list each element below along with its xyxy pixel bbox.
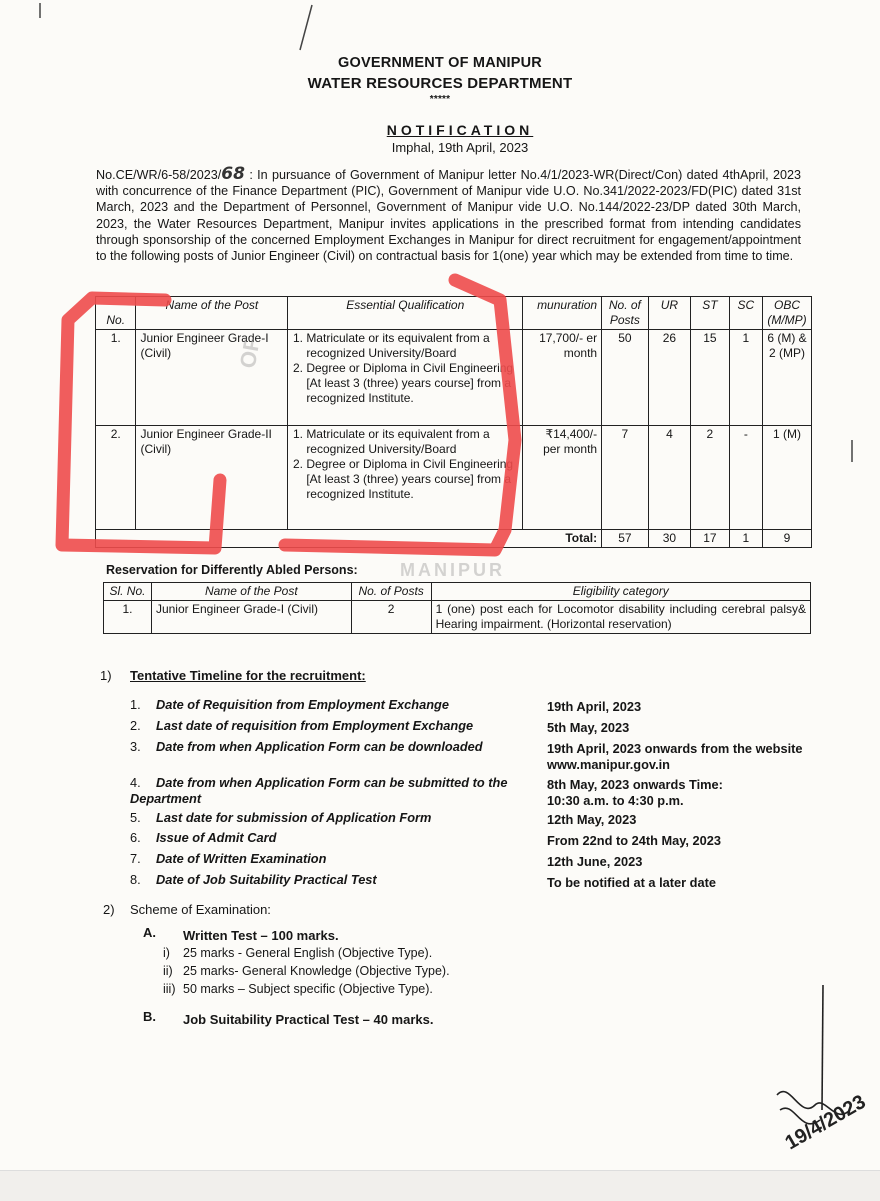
reservation-table <box>103 582 811 634</box>
total-st: 17 <box>691 530 729 548</box>
table-row <box>96 426 812 530</box>
row-ur: 26 <box>648 330 691 426</box>
scheme-a-item: iii) 50 marks – Subject specific (Objective Type). <box>163 982 433 996</box>
reservation-title: Reservation for Differently Abled Persons: <box>106 563 358 577</box>
timeline-value: To be notified at a later date <box>547 875 716 890</box>
qualification-1: 1. Matriculate or its equivalent from a recognized University/Board <box>306 427 518 457</box>
total-sc: 1 <box>729 530 762 548</box>
qualification-2: 2. Degree or Diploma in Civil Engineering [At least 3 (three) years course] from a recognized Institute. <box>306 361 518 406</box>
row-sc: 1 <box>729 330 762 426</box>
res-col-sl: Sl. No. <box>104 583 152 601</box>
timeline-item: 4. Date from when Application Form can be submitted to the Department <box>130 775 508 806</box>
timeline-item: 8. Date of Job Suitability Practical Test <box>130 872 377 887</box>
res-col-posts: No. of Posts <box>351 583 431 601</box>
timeline-value: 19th April, 2023 onwards from the website www.manipur.gov.in <box>547 741 803 772</box>
total-posts: 57 <box>602 530 649 548</box>
res-col-eligibility: Eligibility category <box>431 583 810 601</box>
timeline-value: From 22nd to 24th May, 2023 <box>547 833 721 848</box>
timeline-item: 5. Last date for submission of Application Form <box>130 810 432 825</box>
posts-table <box>95 296 812 548</box>
timeline-item: 2. Last date of requisition from Employment Exchange <box>130 718 474 733</box>
col-remuneration: munuration <box>523 297 602 330</box>
intro-text: : In pursuance of Government of Manipur letter No.4/1/2023-WR(Direct/Con) dated 4thApril, 2023 with concurrence of the Finance Department (PIC), Government of Manipur vide U.O. No.341/2022-2023/FD(PIC) dated 31st March, 2023 and the Department of Personnel, Government of Manipur vide U.O. No.144/2022-23/DP dated 30th March, 2023, the Water Resources Department, Manipur invites applications in the prescribed format from intending candidates through sponsorship of the concerned Employment Exchanges in Manipur for direct recruitment for engagement/appointment to the following posts of Junior Engineer (Civil) on contractual basis for 1(one) year which may be extended from time to time. <box>96 168 801 264</box>
intro-paragraph <box>96 166 801 264</box>
res-col-post: Name of the Post <box>151 583 351 601</box>
res-sl: 1. <box>104 601 152 634</box>
row-posts: 7 <box>602 426 649 530</box>
scheme-b-title: Job Suitability Practical Test – 40 marks. <box>183 1012 434 1027</box>
res-post: Junior Engineer Grade-I (Civil) <box>151 601 351 634</box>
col-obc: OBC (M/MP) <box>763 297 812 330</box>
heading-stars: ***** <box>429 94 451 105</box>
row-obc: 1 (M) <box>763 426 812 530</box>
reference-number: No.CE/WR/6-58/2023/ <box>96 168 222 182</box>
row-posts: 50 <box>602 330 649 426</box>
row-qualification <box>288 330 523 426</box>
total-ur: 30 <box>648 530 691 548</box>
col-no: No. <box>96 297 136 330</box>
table-row <box>104 601 811 634</box>
scheme-title: Scheme of Examination: <box>130 902 271 917</box>
timeline-value: 19th April, 2023 <box>547 699 642 714</box>
total-row <box>96 530 812 548</box>
faint-stamp: MANIPUR <box>400 560 505 580</box>
timeline-value: 5th May, 2023 <box>547 720 630 735</box>
total-obc: 9 <box>763 530 812 548</box>
res-eligibility: 1 (one) post each for Locomotor disability including cerebral palsy& Hearing impairment. (Horizontal reservation) <box>431 601 810 634</box>
col-no-of-posts: No. of Posts <box>602 297 649 330</box>
res-posts: 2 <box>351 601 431 634</box>
department-heading: WATER RESOURCES DEPARTMENT <box>307 75 573 92</box>
row-obc: 6 (M) & 2 (MP) <box>763 330 812 426</box>
timeline-item: 6. Issue of Admit Card <box>130 830 277 845</box>
reservation-header <box>104 583 811 601</box>
notification-title: NOTIFICATION <box>386 122 534 138</box>
scheme-a-title: Written Test – 100 marks. <box>183 928 339 943</box>
scheme-number: 2) <box>103 902 115 917</box>
page-bottom-strip <box>0 1170 880 1201</box>
timeline-item: 3. Date from when Application Form can be downloaded <box>130 739 483 754</box>
row-no: 2. <box>96 426 136 530</box>
row-sc: - <box>729 426 762 530</box>
row-qualification <box>288 426 523 530</box>
col-qualification: Essential Qualification <box>288 297 523 330</box>
qualification-2: 2. Degree or Diploma in Civil Engineering [At least 3 (three) years course] from a recognized Institute. <box>306 457 518 502</box>
table-row <box>96 330 812 426</box>
row-st: 15 <box>691 330 729 426</box>
timeline-item: 7. Date of Written Examination <box>130 851 327 866</box>
row-ur: 4 <box>648 426 691 530</box>
timeline-title: Tentative Timeline for the recruitment: <box>130 668 366 683</box>
timeline-value: 12th June, 2023 <box>547 854 643 869</box>
row-post: Junior Engineer Grade-II (Civil) <box>136 426 288 530</box>
scheme-a-item: i) 25 marks - General English (Objective Type). <box>163 946 433 960</box>
timeline-item: 1. Date of Requisition from Employment Exchange <box>130 697 449 712</box>
total-label: Total: <box>96 530 602 548</box>
row-pay: ₹14,400/- per month <box>523 426 602 530</box>
handwritten-number: 68 <box>221 164 245 184</box>
row-no: 1. <box>96 330 136 426</box>
posts-table-header <box>96 297 812 330</box>
row-pay: 17,700/- er month <box>523 330 602 426</box>
faint-stamp: OF <box>234 335 265 371</box>
timeline-value: 12th May, 2023 <box>547 812 637 827</box>
qualification-1: 1. Matriculate or its equivalent from a recognized University/Board <box>306 331 518 361</box>
timeline-value: 8th May, 2023 onwards Time: 10:30 a.m. to 4:30 p.m. <box>547 777 723 808</box>
col-ur: UR <box>648 297 691 330</box>
notification-place-date: Imphal, 19th April, 2023 <box>391 140 529 155</box>
timeline-number: 1) <box>100 668 112 683</box>
scheme-a-item: ii) 25 marks- General Knowledge (Objective Type). <box>163 964 450 978</box>
government-heading: GOVERNMENT OF MANIPUR <box>338 55 542 71</box>
scheme-b-letter: B. <box>143 1009 156 1024</box>
scheme-a-letter: A. <box>143 925 156 940</box>
col-sc: SC <box>729 297 762 330</box>
signature-date: 19/4/2023 <box>781 1090 870 1155</box>
row-st: 2 <box>691 426 729 530</box>
col-st: ST <box>691 297 729 330</box>
col-post-name: Name of the Post <box>136 297 288 330</box>
row-post: Junior Engineer Grade-I (Civil) <box>136 330 288 426</box>
